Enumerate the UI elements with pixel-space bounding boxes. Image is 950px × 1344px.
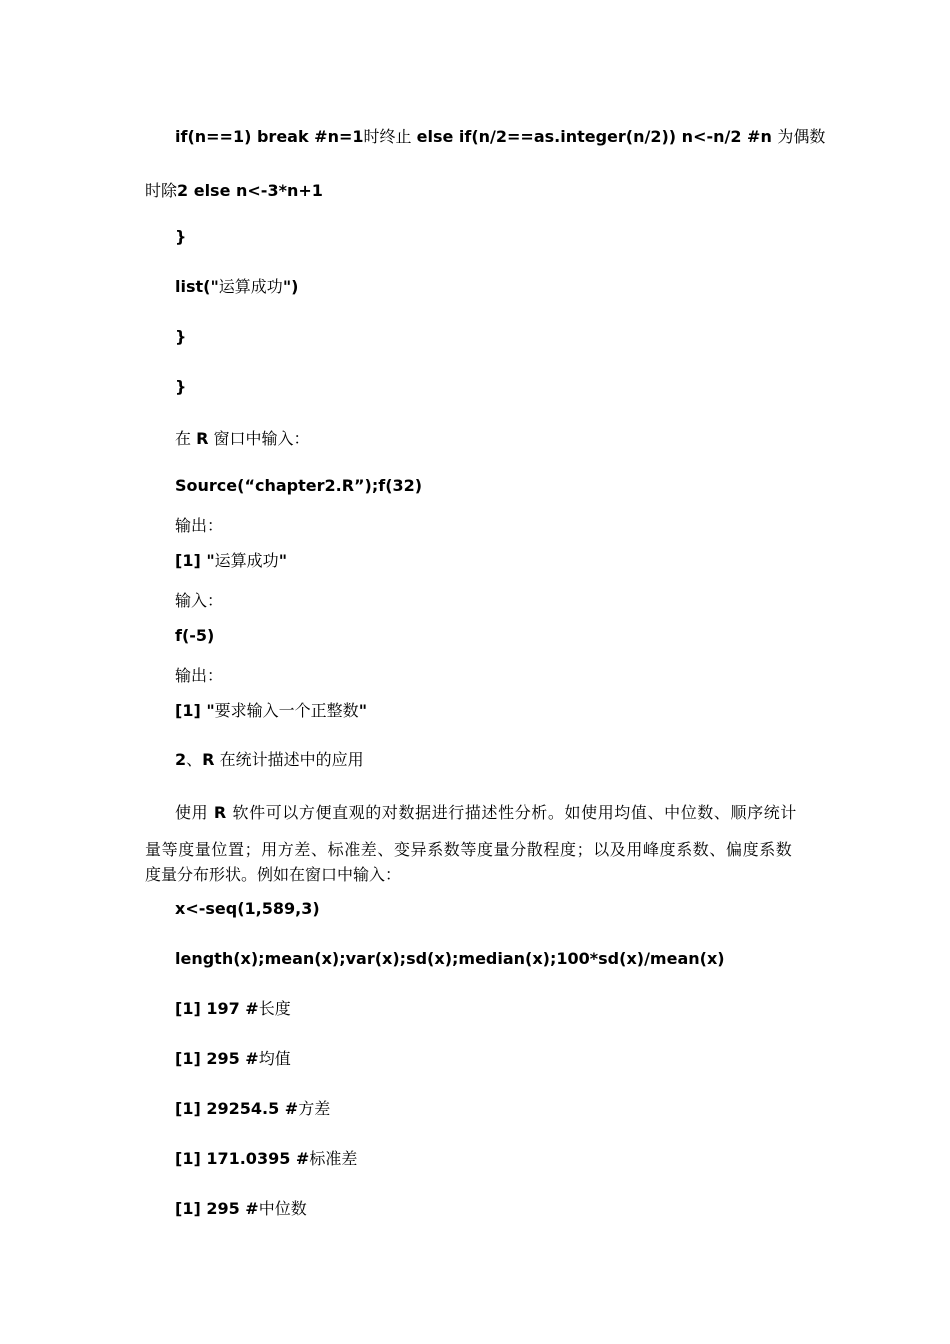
text-run: 标准差 bbox=[309, 1149, 358, 1168]
text-line-21 bbox=[175, 998, 291, 1020]
text-run: 为偶数 bbox=[777, 127, 826, 146]
text-run: 在 bbox=[175, 429, 197, 448]
text-run: [1] " bbox=[175, 551, 215, 570]
text-run: 在统计描述中的应用 bbox=[214, 750, 364, 769]
text-run: } bbox=[175, 227, 187, 246]
text-run: [1] 295 # bbox=[175, 1049, 259, 1068]
text-line-20 bbox=[175, 948, 725, 970]
text-run: 2 else n<-3*n+1 bbox=[177, 181, 323, 200]
text-run: 时终止 bbox=[363, 127, 417, 146]
text-run: x<-seq(1,589,3) bbox=[175, 899, 320, 918]
text-line-17 bbox=[145, 839, 792, 861]
text-run: [1] 171.0395 # bbox=[175, 1149, 310, 1168]
text-line-3 bbox=[175, 226, 186, 248]
text-run: length(x);mean(x);var(x);sd(x);median(x);100*sd(x)/mean(x) bbox=[175, 949, 725, 968]
text-run: R bbox=[202, 750, 215, 769]
text-run: 输出： bbox=[175, 666, 224, 685]
text-line-19 bbox=[175, 898, 320, 920]
text-line-7 bbox=[175, 428, 310, 450]
text-line-15 bbox=[175, 749, 364, 771]
text-run: if(n==1) break #n=1 bbox=[175, 127, 364, 146]
text-line-9 bbox=[175, 515, 223, 537]
text-run: 方差 bbox=[298, 1099, 331, 1118]
text-run: ") bbox=[282, 277, 299, 296]
text-run: R bbox=[196, 429, 209, 448]
text-run: " bbox=[278, 551, 288, 570]
text-run: [1] " bbox=[175, 701, 215, 720]
text-run: 量等度量位置；用方差、标准差、变异系数等度量分散程度；以及用峰度系数、偏度系数 bbox=[145, 840, 793, 859]
text-run: Source(“chapter2.R”);f(32) bbox=[175, 476, 423, 495]
text-run: } bbox=[175, 327, 187, 346]
text-line-8 bbox=[175, 475, 422, 497]
text-run: 软件可以方便直观的对数据进行描述性分析。如使用均值、中位数、顺序统计 bbox=[226, 803, 797, 822]
text-run: 要求输入一个正整数 bbox=[214, 701, 359, 720]
text-line-23 bbox=[175, 1098, 330, 1120]
text-run: } bbox=[175, 377, 187, 396]
text-line-4 bbox=[175, 276, 298, 298]
text-line-12 bbox=[175, 625, 214, 647]
text-line-11 bbox=[175, 590, 223, 612]
text-line-6 bbox=[175, 376, 186, 398]
text-line-25 bbox=[175, 1198, 307, 1220]
text-line-24 bbox=[175, 1148, 357, 1170]
text-run: 输出： bbox=[175, 516, 224, 535]
text-line-16 bbox=[175, 802, 797, 824]
text-run: 窗口中输入： bbox=[208, 429, 310, 448]
text-run: 时除 bbox=[145, 181, 178, 200]
text-run: 运算成功 bbox=[214, 551, 279, 570]
text-run: f(-5) bbox=[175, 626, 215, 645]
text-run: 中位数 bbox=[258, 1199, 307, 1218]
text-run: 度量分布形状。例如在窗口中输入： bbox=[145, 865, 402, 884]
text-line-18 bbox=[145, 864, 401, 886]
text-line-10 bbox=[175, 550, 287, 572]
text-run: 2 bbox=[175, 750, 187, 769]
text-line-5 bbox=[175, 326, 186, 348]
text-run: [1] 197 # bbox=[175, 999, 259, 1018]
text-run: [1] 295 # bbox=[175, 1199, 259, 1218]
text-run: list(" bbox=[175, 277, 219, 296]
text-run: R bbox=[213, 803, 227, 822]
text-run: 均值 bbox=[258, 1049, 291, 1068]
text-line-13 bbox=[175, 665, 223, 687]
text-line-14 bbox=[175, 700, 367, 722]
text-line-2 bbox=[145, 180, 323, 202]
text-run: else if(n/2==as.integer(n/2)) n<-n/2 #n bbox=[416, 127, 778, 146]
text-run: [1] 29254.5 # bbox=[175, 1099, 299, 1118]
text-run: 使用 bbox=[175, 803, 214, 822]
text-run: 、 bbox=[186, 750, 203, 769]
text-line-1 bbox=[175, 126, 825, 148]
text-run: 输入： bbox=[175, 591, 224, 610]
text-run: 长度 bbox=[258, 999, 291, 1018]
text-line-22 bbox=[175, 1048, 291, 1070]
text-run: " bbox=[358, 701, 368, 720]
text-run: 运算成功 bbox=[218, 277, 283, 296]
